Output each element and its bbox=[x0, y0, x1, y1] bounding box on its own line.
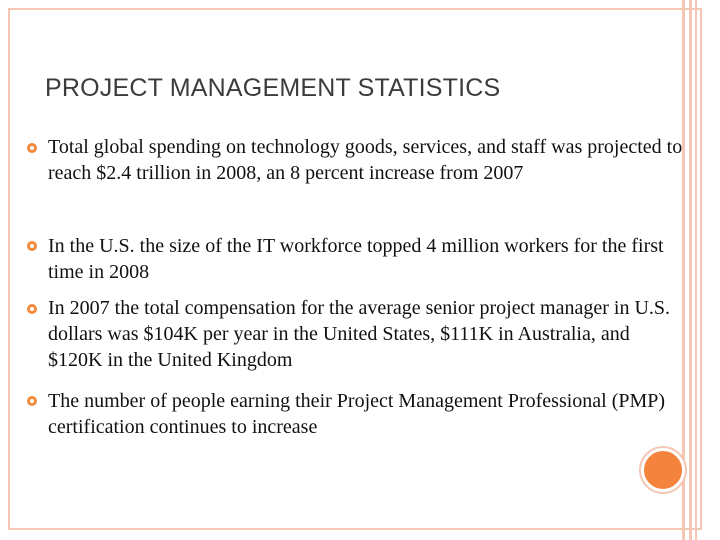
bullet-text: Total global spending on technology goods, services, and staff was projected to reach $2.4 trillion in 2008, an 8 percent increase from 2007 bbox=[48, 136, 683, 184]
gear-bullet-icon bbox=[26, 303, 38, 315]
decorative-line bbox=[689, 0, 692, 540]
gear-bullet-icon bbox=[26, 142, 38, 154]
slide-title: PROJECT MANAGEMENT STATISTICS bbox=[45, 74, 501, 102]
gear-bullet-icon bbox=[26, 395, 38, 407]
bullet-text: In 2007 the total compensation for the average senior project manager in U.S. dollars was $104K per year in the United States, $111K in Australia, and $120K in the United Kingdom bbox=[48, 297, 671, 371]
decorative-line bbox=[695, 0, 697, 540]
bullet-text: In the U.S. the size of the IT workforce topped 4 million workers for the first time in 2008 bbox=[48, 235, 664, 283]
gear-bullet-icon bbox=[26, 240, 38, 252]
circle-ornament bbox=[641, 448, 685, 492]
bullet-text: The number of people earning their Project Management Professional (PMP) certification continues to increase bbox=[48, 390, 666, 438]
